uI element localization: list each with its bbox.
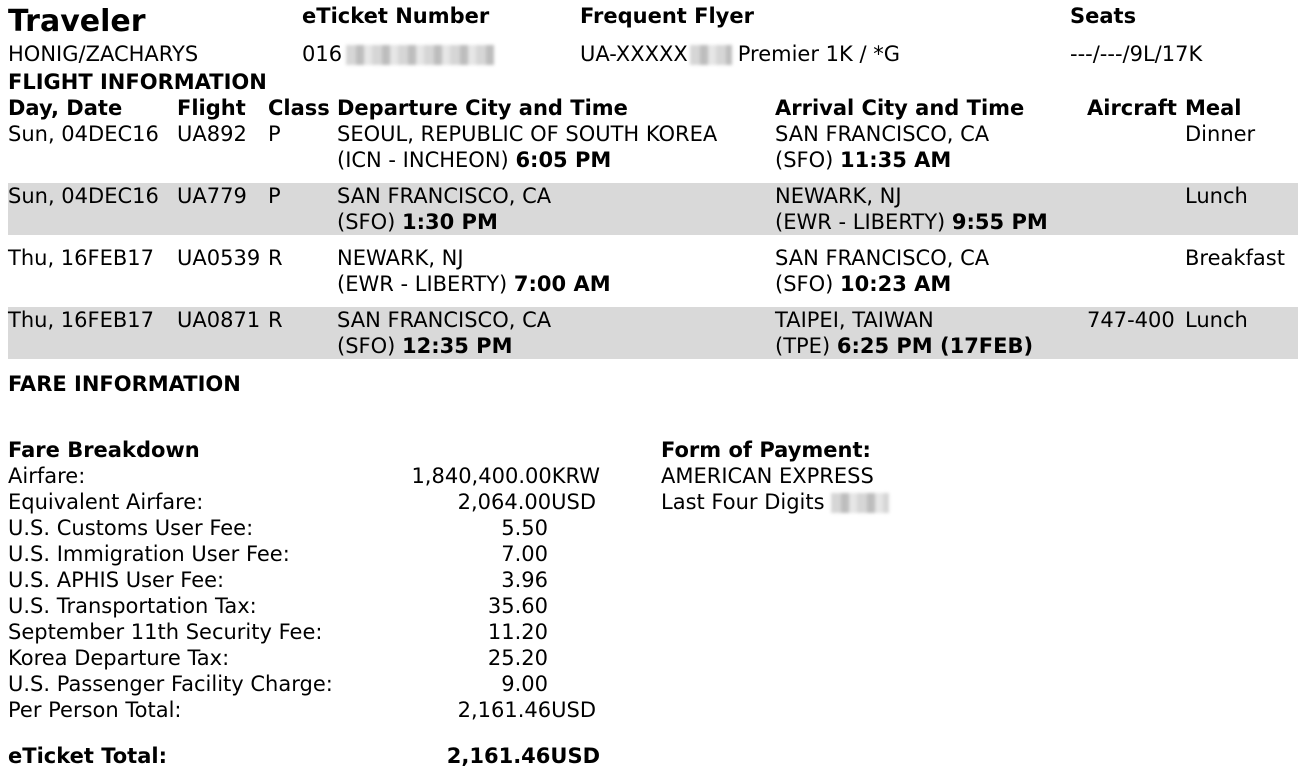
dep-airport: (ICN - INCHEON): [337, 148, 509, 172]
row-flight: UA0871: [177, 308, 261, 332]
fare-value: 2,161.46USD: [457, 698, 596, 722]
arr-airport: (TPE): [775, 334, 831, 358]
dep-time: 1:30 PM: [402, 210, 498, 234]
last-four-digits: [661, 490, 889, 514]
traveler-heading: Traveler: [8, 4, 146, 39]
row-dep-detail: [337, 147, 611, 173]
dep-airport: (EWR - LIBERTY): [337, 272, 508, 296]
seats-heading: Seats: [1070, 4, 1137, 28]
eticket-total-label: eTicket Total:: [8, 744, 167, 768]
frequent-flyer-value: [580, 42, 900, 66]
fare-value: 2,064.00USD: [457, 490, 596, 514]
row-dep-city: NEWARK, NJ: [337, 246, 464, 270]
fare-label: U.S. APHIS User Fee:: [8, 568, 225, 592]
payment-title: Form of Payment:: [661, 438, 871, 462]
row-arr-detail: [775, 333, 1033, 359]
row-meal: Lunch: [1185, 308, 1248, 332]
row-arr-detail: [775, 271, 951, 297]
row-dep-city: SAN FRANCISCO, CA: [337, 184, 552, 208]
row-class: P: [268, 184, 281, 208]
row-aircraft: 747-400: [1087, 308, 1175, 332]
fare-label: Korea Departure Tax:: [8, 646, 230, 670]
row-dep-detail: [337, 333, 512, 359]
row-arr-detail: [775, 147, 951, 173]
fare-value: 1,840,400.00KRW: [411, 464, 600, 488]
redacted-block: [346, 45, 494, 65]
eticket-heading: eTicket Number: [302, 4, 490, 28]
row-date: Sun, 04DEC16: [8, 184, 159, 208]
fare-label: U.S. Transportation Tax:: [8, 594, 257, 618]
col-day-date: Day, Date: [8, 96, 123, 120]
row-arr-detail: [775, 209, 1048, 235]
row-dep-detail: [337, 271, 611, 297]
frequent-flyer-heading: Frequent Flyer: [580, 4, 754, 28]
col-flight: Flight: [177, 96, 246, 120]
arr-time: 6:25 PM (17FEB): [836, 334, 1034, 358]
row-flight: UA892: [177, 122, 247, 146]
row-date: Sun, 04DEC16: [8, 122, 159, 146]
row-arr-city: NEWARK, NJ: [775, 184, 902, 208]
row-meal: Lunch: [1185, 184, 1248, 208]
table-row: [8, 307, 1298, 359]
table-row: [8, 245, 1298, 297]
arr-airport: (EWR - LIBERTY): [775, 210, 946, 234]
fare-value: 5.50: [501, 516, 548, 540]
row-class: R: [268, 308, 283, 332]
col-departure: Departure City and Time: [337, 96, 628, 120]
row-arr-city: SAN FRANCISCO, CA: [775, 246, 990, 270]
fare-value: 9.00: [501, 672, 548, 696]
fare-label: U.S. Customs User Fee:: [8, 516, 254, 540]
fare-value: 25.20: [487, 646, 548, 670]
row-class: R: [268, 246, 283, 270]
row-dep-city: SEOUL, REPUBLIC OF SOUTH KOREA: [337, 122, 718, 146]
traveler-name: HONIG/ZACHARYS: [8, 42, 199, 66]
arr-time: 11:35 AM: [840, 148, 952, 172]
row-flight: UA779: [177, 184, 247, 208]
eticket-total-value: 2,161.46USD: [446, 744, 600, 768]
fare-value: 7.00: [501, 542, 548, 566]
row-meal: Breakfast: [1185, 246, 1285, 270]
arr-time: 10:23 AM: [840, 272, 952, 296]
ff-status: Premier 1K / *G: [737, 42, 900, 66]
fare-breakdown-title: Fare Breakdown: [8, 438, 200, 462]
col-class: Class: [268, 96, 330, 120]
row-flight: UA0539: [177, 246, 261, 270]
row-arr-city: SAN FRANCISCO, CA: [775, 122, 990, 146]
eticket-prefix: 016: [302, 42, 343, 66]
fare-info-title: FARE INFORMATION: [8, 372, 241, 396]
last-four-label: Last Four Digits: [661, 490, 825, 514]
col-meal: Meal: [1185, 96, 1242, 120]
row-arr-city: TAIPEI, TAIWAN: [775, 308, 934, 332]
payment-method: AMERICAN EXPRESS: [661, 464, 874, 488]
col-arrival: Arrival City and Time: [775, 96, 1025, 120]
fare-value: 3.96: [501, 568, 548, 592]
arr-time: 9:55 PM: [951, 210, 1048, 234]
redacted-block: [831, 493, 889, 513]
arr-airport: (SFO): [775, 148, 834, 172]
table-row: [8, 121, 1298, 173]
row-class: P: [268, 122, 281, 146]
fare-label: September 11th Security Fee:: [8, 620, 323, 644]
fare-label: U.S. Immigration User Fee:: [8, 542, 290, 566]
row-meal: Dinner: [1185, 122, 1256, 146]
row-dep-detail: [337, 209, 498, 235]
fare-label: Airfare:: [8, 464, 86, 488]
fare-label: U.S. Passenger Facility Charge:: [8, 672, 333, 696]
fare-value: 11.20: [487, 620, 548, 644]
dep-time: 12:35 PM: [402, 334, 513, 358]
row-date: Thu, 16FEB17: [8, 308, 154, 332]
row-date: Thu, 16FEB17: [8, 246, 154, 270]
dep-time: 7:00 AM: [513, 272, 611, 296]
fare-label: Per Person Total:: [8, 698, 182, 722]
dep-time: 6:05 PM: [515, 148, 612, 172]
ff-number-prefix: UA-XXXXX: [580, 42, 688, 66]
fare-label: Equivalent Airfare:: [8, 490, 204, 514]
col-aircraft: Aircraft: [1087, 96, 1177, 120]
fare-value: 35.60: [487, 594, 548, 618]
flight-info-title: FLIGHT INFORMATION: [8, 70, 267, 94]
table-row: [8, 183, 1298, 235]
redacted-block: [690, 45, 732, 65]
seats-value: ---/---/9L/17K: [1070, 42, 1203, 66]
dep-airport: (SFO): [337, 334, 396, 358]
eticket-number: [302, 42, 494, 66]
row-dep-city: SAN FRANCISCO, CA: [337, 308, 552, 332]
arr-airport: (SFO): [775, 272, 834, 296]
dep-airport: (SFO): [337, 210, 396, 234]
